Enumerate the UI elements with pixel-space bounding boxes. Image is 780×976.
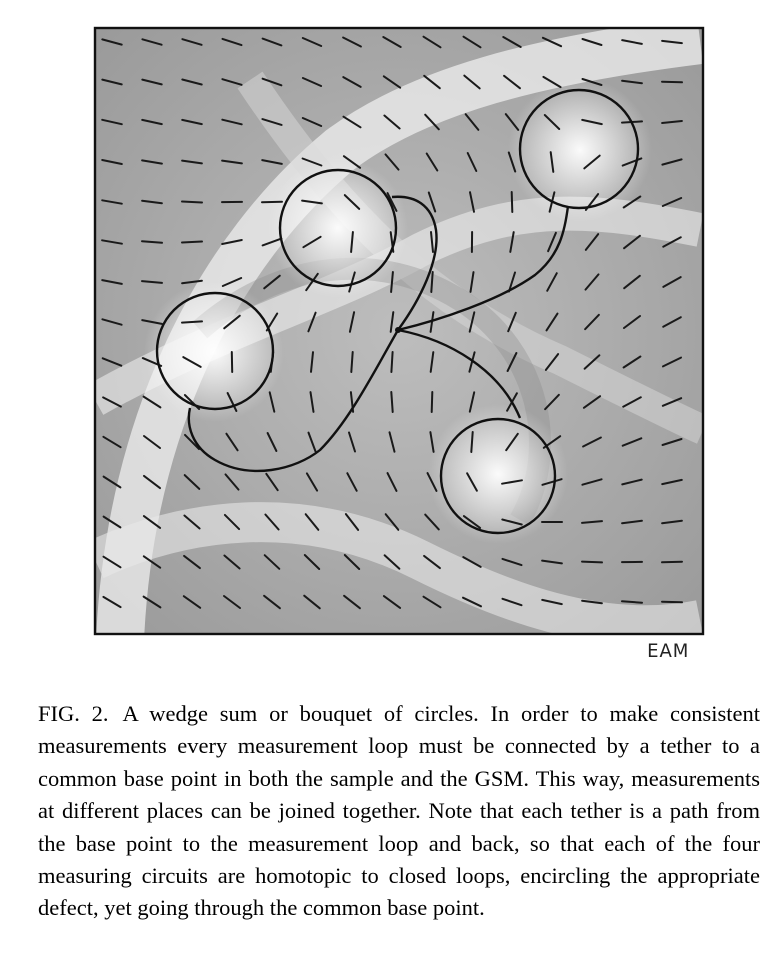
director-dash	[391, 392, 392, 412]
director-dash	[431, 272, 432, 292]
director-dash	[351, 352, 352, 372]
director-dash	[582, 562, 602, 563]
director-dash	[432, 392, 433, 412]
director-dash	[622, 601, 642, 602]
director-dash	[391, 352, 392, 372]
director-dash	[662, 562, 682, 563]
caption-label: FIG. 2.	[38, 701, 109, 726]
director-dash	[471, 432, 472, 452]
director-dash	[512, 192, 513, 212]
figure-caption	[38, 698, 760, 925]
director-dash	[182, 242, 202, 243]
base-point	[395, 327, 401, 333]
director-dash	[182, 321, 202, 322]
caption-text: A wedge sum or bouquet of circles. In order to make consistent measurements every measurement loop must be connected by a tether to a common base point in both the sample and the GSM. This way, measurements at different places can be joined together. Note that each tether is a path from the base point to the measurement loop and back, so that each of the four measuring circuits are homotopic to closed loops, encircling the appropriate defect, yet going through the common base point.	[38, 701, 760, 921]
artist-signature: EAM	[647, 640, 690, 662]
director-dash	[182, 202, 202, 203]
director-dash	[662, 82, 682, 83]
director-dash	[662, 602, 682, 603]
